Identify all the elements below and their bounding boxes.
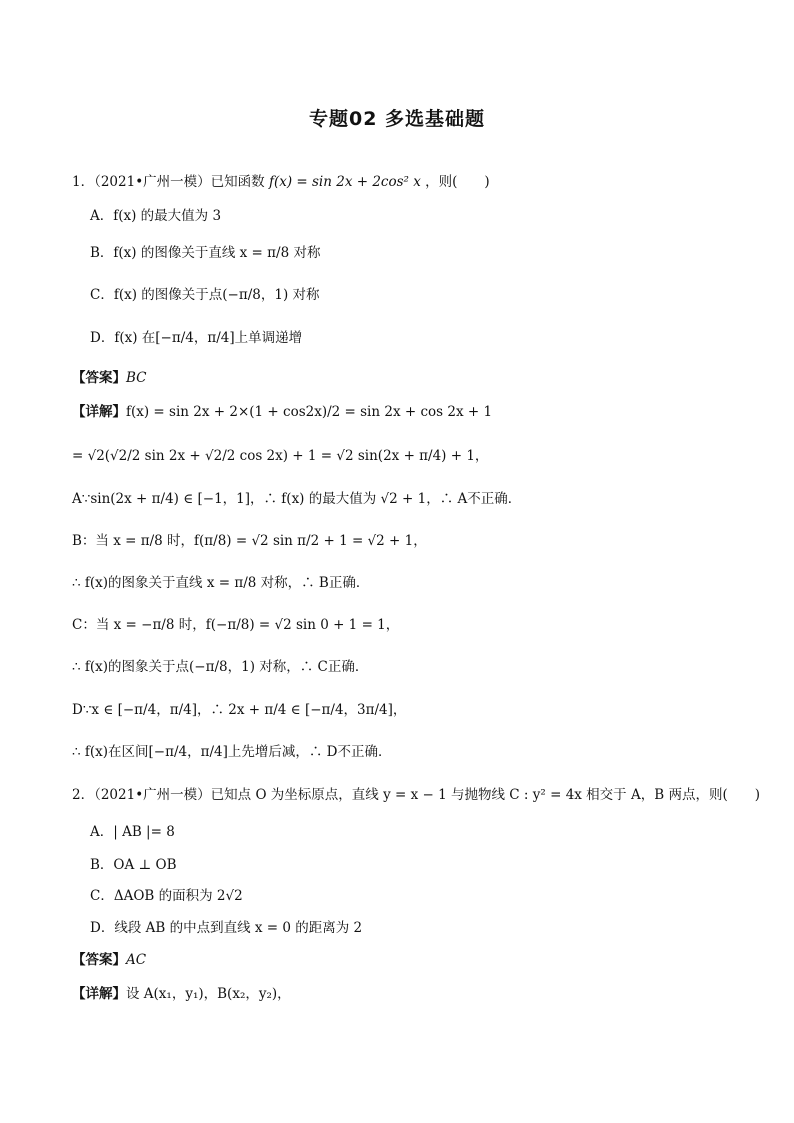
q1-detail-line-2: = √2(√2/2 sin 2x + √2/2 cos 2x) + 1 = √2 sin(2x + π/4) + 1， — [72, 448, 489, 464]
detail-tag: 【详解】 — [72, 986, 126, 1002]
q2-option-c: C．ΔAOB 的面积为 2√2 — [90, 888, 243, 904]
q1-option-a: A．f(x) 的最大值为 3 — [90, 208, 222, 224]
q2-stem: 2．（2021•广州一模）已知点 O 为坐标原点，直线 y = x − 1 与抛物线 C : y² = 4x 相交于 A，B 两点，则( ) — [72, 787, 760, 803]
answer-tag: 【答案】 — [72, 952, 126, 968]
q1-option-c: C．f(x) 的图像关于点(−π/8，1) 对称 — [90, 287, 320, 303]
q1-detail-line-4: B：当 x = π/8 时，f(π/8) = √2 sin π/2 + 1 = √2 + 1， — [72, 533, 427, 549]
q1-detail-line-1: 【详解】f(x) = sin 2x + 2×(1 + cos2x)/2 = sin 2x + cos 2x + 1 — [72, 404, 493, 420]
q1-stem-func: f(x) = sin 2x + 2cos² x — [268, 174, 421, 190]
q1-option-d: D．f(x) 在[−π/4，π/4]上单调递增 — [90, 330, 303, 346]
answer-value: AC — [126, 952, 147, 968]
q1-answer — [72, 368, 147, 388]
q1-detail-line-8: D∵x ∈ [−π/4，π/4]，∴ 2x + π/4 ∈ [−π/4，3π/4]， — [72, 702, 407, 718]
q1-option-b: B．f(x) 的图像关于直线 x = π/8 对称 — [90, 245, 321, 261]
q2-detail-line-1: 【详解】设 A(x₁，y₁)，B(x₂，y₂)， — [72, 986, 291, 1002]
q1-detail-line-5: ∴ f(x)的图象关于直线 x = π/8 对称，∴ B正确． — [72, 575, 370, 591]
q2-answer — [72, 950, 146, 970]
q1-stem — [72, 172, 490, 192]
q1-detail-line-9: ∴ f(x)在区间[−π/4，π/4]上先增后减，∴ D不正确． — [72, 744, 392, 760]
q1-detail-line-3: A∵sin(2x + π/4) ∈ [−1，1]，∴ f(x) 的最大值为 √2 + 1，∴ A不正确． — [72, 491, 522, 507]
q2-option-b: B．OA ⊥ OB — [90, 857, 177, 873]
q1-stem-prefix: 1．（2021•广州一模）已知函数 — [72, 174, 265, 190]
q2-option-d: D．线段 AB 的中点到直线 x = 0 的距离为 2 — [90, 920, 363, 936]
q2-option-a: A．| AB |= 8 — [90, 824, 175, 840]
detail-tag: 【详解】 — [72, 404, 126, 420]
answer-tag: 【答案】 — [72, 370, 126, 386]
q1-detail-line-7: ∴ f(x)的图象关于点(−π/8，1) 对称，∴ C正确． — [72, 659, 369, 675]
q1-detail-line-6: C：当 x = −π/8 时，f(−π/8) = √2 sin 0 + 1 = 1， — [72, 617, 400, 633]
answer-value: BC — [126, 370, 147, 386]
q1-stem-suffix: ，则( ) — [425, 174, 490, 190]
page-title: 专题02 多选基础题 — [308, 108, 486, 130]
